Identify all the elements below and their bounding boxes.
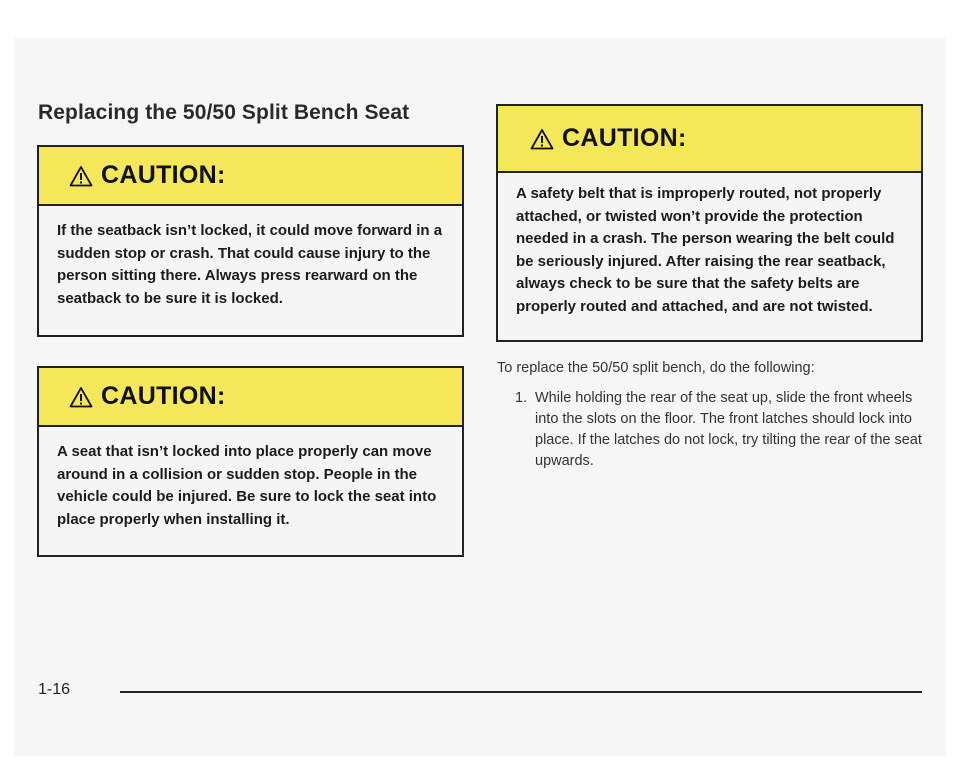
caution-title: CAUTION: — [101, 382, 226, 410]
instructions-intro: To replace the 50/50 split bench, do the following: — [497, 360, 815, 376]
step-number: 1. — [515, 390, 528, 406]
footer-rule — [120, 691, 922, 693]
caution-box-seatback — [37, 145, 464, 337]
caution-text: A safety belt that is improperly routed, not properly attached, or twisted won’t provide the protection needed in a crash. The person wearing the belt could be seriously injured. After raising the rear seatback, always check to be sure that the safety belts are properly routed and attached, and are not twisted. — [516, 185, 895, 315]
caution-header — [39, 368, 462, 427]
warning-triangle-icon — [69, 386, 93, 408]
caution-header — [39, 147, 462, 206]
step-text: While holding the rear of the seat up, slide the front wheels into the slots on the floor. The front latches should lock into place. If the latches do not lock, try tilting the rear of the seat upwards. — [535, 390, 922, 469]
caution-title: CAUTION: — [562, 124, 687, 152]
caution-header — [498, 106, 921, 173]
warning-triangle-icon — [530, 128, 554, 150]
caution-text: A seat that isn’t locked into place properly can move around in a collision or sudden stop. People in the vehicle could be injured. Be sure to lock the seat into place properly when installing it. — [57, 443, 437, 528]
section-heading: Replacing the 50/50 Split Bench Seat — [38, 101, 410, 124]
page-number: 1-16 — [38, 681, 71, 698]
instruction-step — [515, 388, 925, 472]
caution-box-safety-belt — [496, 104, 923, 342]
warning-triangle-icon — [69, 165, 93, 187]
caution-text: If the seatback isn’t locked, it could move forward in a sudden stop or crash. That could cause injury to the person sitting there. Always press rearward on the seatback to be sure it is locked. — [57, 222, 443, 307]
caution-box-seat-lock — [37, 366, 464, 557]
caution-title: CAUTION: — [101, 161, 226, 189]
